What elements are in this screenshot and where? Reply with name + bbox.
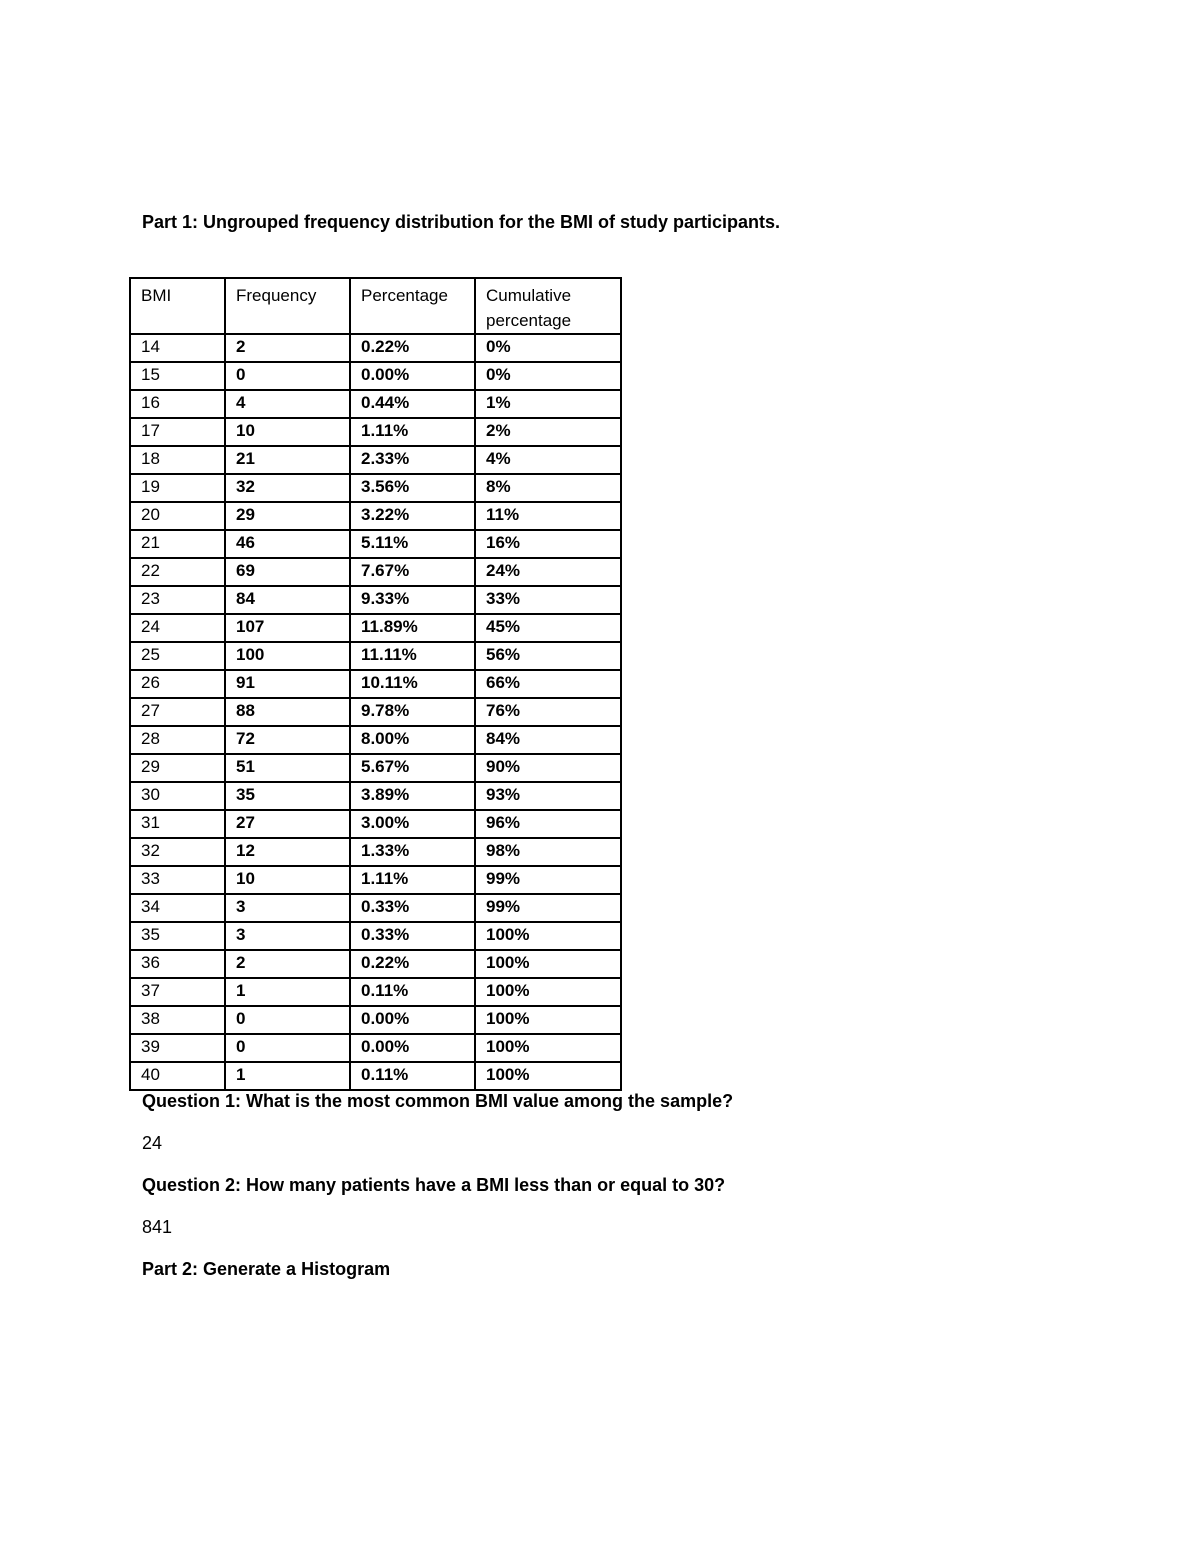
frequency-cell: 12 bbox=[225, 838, 350, 866]
percentage-cell: 0.00% bbox=[350, 1034, 475, 1062]
table-row bbox=[130, 950, 621, 978]
bmi-cell: 26 bbox=[130, 670, 225, 698]
table-row bbox=[130, 1034, 621, 1062]
column-header-cumulative-percentage: Cumulative percentage bbox=[475, 278, 621, 334]
table-row bbox=[130, 698, 621, 726]
frequency-cell: 10 bbox=[225, 418, 350, 446]
bmi-cell: 32 bbox=[130, 838, 225, 866]
table-row bbox=[130, 334, 621, 362]
table-row bbox=[130, 670, 621, 698]
frequency-cell: 4 bbox=[225, 390, 350, 418]
bmi-cell: 29 bbox=[130, 754, 225, 782]
table-row bbox=[130, 810, 621, 838]
bmi-cell: 18 bbox=[130, 446, 225, 474]
percentage-cell: 2.33% bbox=[350, 446, 475, 474]
bmi-cell: 38 bbox=[130, 1006, 225, 1034]
percentage-cell: 7.67% bbox=[350, 558, 475, 586]
cumulative-percentage-cell: 100% bbox=[475, 1006, 621, 1034]
table-row bbox=[130, 726, 621, 754]
percentage-cell: 0.00% bbox=[350, 362, 475, 390]
part-1-title: Part 1: Ungrouped frequency distribution for the BMI of study participants. bbox=[142, 212, 781, 232]
cumulative-percentage-cell: 24% bbox=[475, 558, 621, 586]
frequency-cell: 1 bbox=[225, 1062, 350, 1090]
answer-2: 841 bbox=[142, 1217, 173, 1237]
cumulative-percentage-cell: 66% bbox=[475, 670, 621, 698]
frequency-cell: 32 bbox=[225, 474, 350, 502]
table-row bbox=[130, 614, 621, 642]
cumulative-percentage-cell: 84% bbox=[475, 726, 621, 754]
bmi-cell: 34 bbox=[130, 894, 225, 922]
cumulative-percentage-cell: 2% bbox=[475, 418, 621, 446]
cumulative-percentage-cell: 56% bbox=[475, 642, 621, 670]
percentage-cell: 11.11% bbox=[350, 642, 475, 670]
percentage-cell: 0.33% bbox=[350, 922, 475, 950]
cumulative-percentage-cell: 100% bbox=[475, 978, 621, 1006]
frequency-cell: 10 bbox=[225, 866, 350, 894]
bmi-cell: 36 bbox=[130, 950, 225, 978]
frequency-cell: 0 bbox=[225, 362, 350, 390]
bmi-cell: 15 bbox=[130, 362, 225, 390]
frequency-cell: 0 bbox=[225, 1034, 350, 1062]
frequency-cell: 2 bbox=[225, 334, 350, 362]
table-row bbox=[130, 922, 621, 950]
bmi-cell: 23 bbox=[130, 586, 225, 614]
table-row bbox=[130, 362, 621, 390]
percentage-cell: 8.00% bbox=[350, 726, 475, 754]
table-row bbox=[130, 502, 621, 530]
frequency-cell: 91 bbox=[225, 670, 350, 698]
bmi-cell: 37 bbox=[130, 978, 225, 1006]
bmi-cell: 39 bbox=[130, 1034, 225, 1062]
table-row bbox=[130, 390, 621, 418]
bmi-cell: 17 bbox=[130, 418, 225, 446]
bmi-cell: 28 bbox=[130, 726, 225, 754]
frequency-table bbox=[129, 277, 622, 1091]
cumulative-percentage-cell: 100% bbox=[475, 1034, 621, 1062]
frequency-cell: 35 bbox=[225, 782, 350, 810]
percentage-cell: 3.89% bbox=[350, 782, 475, 810]
bmi-cell: 22 bbox=[130, 558, 225, 586]
table-header-row bbox=[130, 278, 621, 334]
percentage-cell: 3.00% bbox=[350, 810, 475, 838]
frequency-cell: 21 bbox=[225, 446, 350, 474]
frequency-cell: 107 bbox=[225, 614, 350, 642]
percentage-cell: 0.22% bbox=[350, 950, 475, 978]
bmi-cell: 19 bbox=[130, 474, 225, 502]
frequency-cell: 3 bbox=[225, 894, 350, 922]
frequency-cell: 84 bbox=[225, 586, 350, 614]
table-row bbox=[130, 558, 621, 586]
percentage-cell: 3.22% bbox=[350, 502, 475, 530]
bmi-cell: 33 bbox=[130, 866, 225, 894]
cumulative-percentage-cell: 99% bbox=[475, 894, 621, 922]
cumulative-percentage-cell: 93% bbox=[475, 782, 621, 810]
answer-1: 24 bbox=[142, 1133, 163, 1153]
bmi-cell: 27 bbox=[130, 698, 225, 726]
cumulative-percentage-cell: 98% bbox=[475, 838, 621, 866]
part-2-title: Part 2: Generate a Histogram bbox=[142, 1259, 391, 1279]
percentage-cell: 0.00% bbox=[350, 1006, 475, 1034]
cumulative-percentage-cell: 76% bbox=[475, 698, 621, 726]
cumulative-percentage-cell: 1% bbox=[475, 390, 621, 418]
percentage-cell: 9.33% bbox=[350, 586, 475, 614]
bmi-cell: 40 bbox=[130, 1062, 225, 1090]
frequency-cell: 100 bbox=[225, 642, 350, 670]
table-row bbox=[130, 474, 621, 502]
table-row bbox=[130, 586, 621, 614]
cumulative-percentage-cell: 16% bbox=[475, 530, 621, 558]
frequency-cell: 2 bbox=[225, 950, 350, 978]
bmi-cell: 14 bbox=[130, 334, 225, 362]
table-body bbox=[130, 334, 621, 1090]
bmi-cell: 30 bbox=[130, 782, 225, 810]
table-row bbox=[130, 418, 621, 446]
cumulative-percentage-cell: 96% bbox=[475, 810, 621, 838]
cumulative-percentage-cell: 4% bbox=[475, 446, 621, 474]
table-row bbox=[130, 642, 621, 670]
column-header-percentage: Percentage bbox=[350, 278, 475, 334]
cumulative-percentage-cell: 45% bbox=[475, 614, 621, 642]
table-row bbox=[130, 446, 621, 474]
cumulative-percentage-cell: 100% bbox=[475, 922, 621, 950]
frequency-cell: 69 bbox=[225, 558, 350, 586]
frequency-cell: 27 bbox=[225, 810, 350, 838]
bmi-cell: 24 bbox=[130, 614, 225, 642]
percentage-cell: 0.11% bbox=[350, 978, 475, 1006]
frequency-cell: 29 bbox=[225, 502, 350, 530]
question-2: Question 2: How many patients have a BMI less than or equal to 30? bbox=[142, 1175, 726, 1195]
table-row bbox=[130, 530, 621, 558]
cumulative-percentage-cell: 90% bbox=[475, 754, 621, 782]
bmi-cell: 20 bbox=[130, 502, 225, 530]
percentage-cell: 5.11% bbox=[350, 530, 475, 558]
frequency-cell: 51 bbox=[225, 754, 350, 782]
percentage-cell: 0.33% bbox=[350, 894, 475, 922]
table-row bbox=[130, 782, 621, 810]
percentage-cell: 5.67% bbox=[350, 754, 475, 782]
column-header-frequency: Frequency bbox=[225, 278, 350, 334]
bmi-cell: 25 bbox=[130, 642, 225, 670]
percentage-cell: 10.11% bbox=[350, 670, 475, 698]
percentage-cell: 0.11% bbox=[350, 1062, 475, 1090]
table-row bbox=[130, 1062, 621, 1090]
cumulative-percentage-cell: 100% bbox=[475, 1062, 621, 1090]
percentage-cell: 3.56% bbox=[350, 474, 475, 502]
table-row bbox=[130, 894, 621, 922]
column-header-bmi: BMI bbox=[130, 278, 225, 334]
cumulative-percentage-cell: 99% bbox=[475, 866, 621, 894]
frequency-cell: 3 bbox=[225, 922, 350, 950]
table-row bbox=[130, 866, 621, 894]
frequency-cell: 72 bbox=[225, 726, 350, 754]
frequency-cell: 1 bbox=[225, 978, 350, 1006]
table-row bbox=[130, 1006, 621, 1034]
percentage-cell: 0.22% bbox=[350, 334, 475, 362]
frequency-cell: 0 bbox=[225, 1006, 350, 1034]
question-1: Question 1: What is the most common BMI value among the sample? bbox=[142, 1091, 734, 1111]
table-row bbox=[130, 754, 621, 782]
percentage-cell: 1.11% bbox=[350, 866, 475, 894]
cumulative-percentage-cell: 0% bbox=[475, 334, 621, 362]
cumulative-percentage-cell: 0% bbox=[475, 362, 621, 390]
frequency-cell: 46 bbox=[225, 530, 350, 558]
percentage-cell: 0.44% bbox=[350, 390, 475, 418]
frequency-cell: 88 bbox=[225, 698, 350, 726]
percentage-cell: 9.78% bbox=[350, 698, 475, 726]
percentage-cell: 11.89% bbox=[350, 614, 475, 642]
cumulative-percentage-cell: 8% bbox=[475, 474, 621, 502]
bmi-cell: 21 bbox=[130, 530, 225, 558]
table-row bbox=[130, 838, 621, 866]
bmi-cell: 35 bbox=[130, 922, 225, 950]
table-row bbox=[130, 978, 621, 1006]
cumulative-percentage-cell: 33% bbox=[475, 586, 621, 614]
cumulative-percentage-cell: 11% bbox=[475, 502, 621, 530]
cumulative-percentage-cell: 100% bbox=[475, 950, 621, 978]
percentage-cell: 1.33% bbox=[350, 838, 475, 866]
percentage-cell: 1.11% bbox=[350, 418, 475, 446]
bmi-cell: 31 bbox=[130, 810, 225, 838]
bmi-cell: 16 bbox=[130, 390, 225, 418]
